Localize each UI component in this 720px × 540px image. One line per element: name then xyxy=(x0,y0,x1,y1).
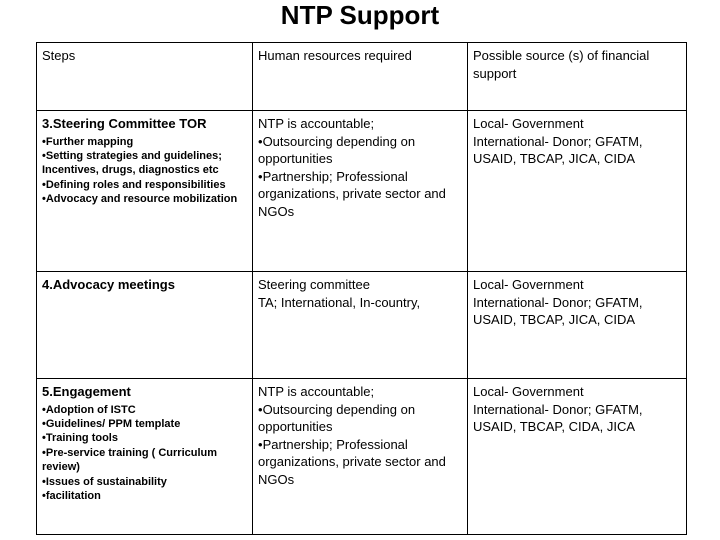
financial-cell xyxy=(468,272,687,379)
hr-line: NTP is accountable; xyxy=(258,384,375,399)
financial-line: Local- Government xyxy=(473,116,584,131)
table-row xyxy=(37,379,687,535)
financial-line: International- Donor; GFATM, USAID, TBCAP, JICA, CIDA xyxy=(473,294,643,327)
financial-cell xyxy=(468,111,687,272)
step-item: • Training tools xyxy=(42,431,248,445)
step-title: 4.Advocacy meetings xyxy=(42,277,175,292)
support-table xyxy=(36,42,687,535)
step-cell xyxy=(37,379,253,535)
financial-line: International- Donor; GFATM, USAID, TBCAP, JICA, CIDA xyxy=(473,133,643,166)
step-item: • Setting strategies and guidelines; Incentives, drugs, diagnostics etc xyxy=(42,149,248,178)
step-item: • Adoption of ISTC xyxy=(42,403,248,417)
step-item: • Advocacy and resource mobilization xyxy=(42,192,248,206)
hr-line: Steering committee xyxy=(258,277,370,292)
table-row xyxy=(37,272,687,379)
financial-line: Local- Government xyxy=(473,277,584,292)
header-human-resources: Human resources required xyxy=(253,43,468,111)
hr-line: • Outsourcing depending on opportunities xyxy=(258,401,463,436)
header-financial-support: Possible source (s) of financial support xyxy=(468,43,687,111)
header-steps: Steps xyxy=(37,43,253,111)
step-item: • Further mapping xyxy=(42,135,248,149)
hr-line: TA; International, In-country, xyxy=(258,294,421,310)
step-item-list xyxy=(42,135,248,207)
hr-cell xyxy=(253,272,468,379)
step-item: • Pre-service training ( Curriculum review) xyxy=(42,446,248,475)
hr-cell xyxy=(253,111,468,272)
financial-line: Local- Government xyxy=(473,384,584,399)
hr-line: NTP is accountable; xyxy=(258,116,375,131)
step-item: • facilitation xyxy=(42,489,248,503)
step-cell xyxy=(37,272,253,379)
step-title: 3.Steering Committee TOR xyxy=(42,116,207,131)
financial-line: International- Donor; GFATM, USAID, TBCAP, CIDA, JICA xyxy=(473,401,643,434)
table-header-row xyxy=(37,43,687,111)
step-item-list xyxy=(42,403,248,504)
hr-cell xyxy=(253,379,468,535)
step-item: • Defining roles and responsibilities xyxy=(42,178,248,192)
step-item: • Guidelines/ PPM template xyxy=(42,417,248,431)
step-title: 5.Engagement xyxy=(42,384,131,399)
hr-line: • Partnership; Professional organizations, private sector and NGOs xyxy=(258,436,463,489)
step-cell xyxy=(37,111,253,272)
page-title: NTP Support xyxy=(280,0,440,30)
financial-cell xyxy=(468,379,687,535)
step-item: • Issues of sustainability xyxy=(42,475,248,489)
hr-line: • Outsourcing depending on opportunities xyxy=(258,133,463,168)
hr-line: • Partnership; Professional organizations, private sector and NGOs xyxy=(258,168,463,221)
table-row xyxy=(37,111,687,272)
